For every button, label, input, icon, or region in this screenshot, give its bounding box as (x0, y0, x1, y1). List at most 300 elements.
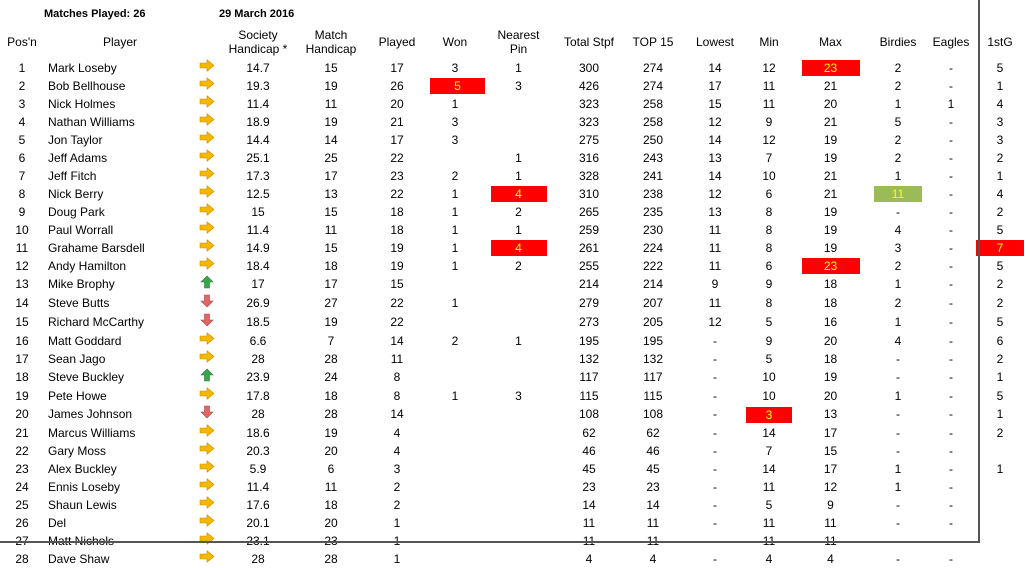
cell-nearest-pin: 1 (515, 60, 522, 75)
cell-player: Doug Park (48, 204, 105, 219)
cell-max: 17 (823, 425, 838, 440)
cell-pos: 19 (15, 388, 29, 403)
cell-top15: 230 (642, 222, 664, 237)
cell-eagles: - (949, 277, 953, 291)
frame-border-bottom (0, 541, 980, 543)
cell-min: 8 (765, 296, 773, 310)
cell-nearest-pin: 4 (480, 185, 557, 203)
cell-min: 6 (765, 186, 773, 201)
cell-played: 22 (390, 186, 404, 201)
cell-top15: 117 (643, 370, 663, 384)
cell-top15: 195 (642, 333, 664, 348)
cell-pos: 10 (15, 222, 29, 237)
cell-min: 14 (762, 425, 776, 440)
cell-eagles: - (949, 78, 953, 93)
cell-match-handicap: 18 (324, 497, 338, 512)
cell-total-stpf: 265 (578, 204, 600, 219)
cell-society-handicap: 26.9 (246, 296, 270, 310)
cell-player: Ennis Loseby (48, 479, 121, 494)
cell-min: 4 (765, 551, 773, 566)
cell-first-g: 4 (996, 96, 1004, 111)
cell-won (430, 496, 480, 514)
cell-min: 8 (765, 240, 773, 255)
cell-player: Jeff Adams (48, 150, 108, 165)
cell-won (430, 350, 480, 368)
cell-nearest-pin (480, 550, 557, 568)
col-nearest-pin: Nearest Pin (497, 27, 540, 56)
cell-played: 1 (393, 515, 401, 530)
cell-society-handicap: 11.4 (246, 96, 270, 111)
cell-society-handicap: 12.5 (246, 186, 270, 201)
cell-max: 12 (823, 479, 838, 494)
cell-society-handicap: 28 (251, 407, 265, 421)
cell-first-g (974, 514, 1026, 532)
cell-total-stpf: 426 (578, 78, 600, 93)
cell-first-g: 2 (996, 351, 1004, 366)
cell-played: 2 (393, 479, 401, 494)
cell-won (430, 313, 480, 332)
cell-pos: 15 (15, 315, 29, 329)
cell-society-handicap: 5.9 (249, 461, 267, 476)
arrow-right-icon (196, 424, 218, 442)
cell-match-handicap: 14 (324, 132, 338, 147)
cell-first-g: 7 (974, 239, 1026, 257)
cell-pos: 12 (15, 258, 29, 273)
cell-played: 17 (390, 132, 404, 147)
cell-played: 22 (390, 150, 404, 165)
cell-lowest: 13 (708, 204, 722, 219)
cell-birdies: - (896, 370, 900, 384)
cell-played: 1 (393, 551, 401, 566)
cell-min: 10 (762, 168, 776, 183)
cell-first-g: 3 (996, 132, 1004, 147)
cell-match-handicap: 19 (324, 78, 338, 93)
cell-played: 15 (390, 277, 404, 291)
cell-pos: 9 (18, 204, 26, 219)
cell-top15: 45 (646, 461, 660, 476)
table-row (0, 405, 1026, 424)
cell-won: 1 (451, 388, 459, 403)
cell-won: 1 (451, 258, 459, 273)
cell-total-stpf: 23 (582, 479, 596, 494)
cell-min: 3 (745, 405, 793, 424)
cell-lowest: 11 (708, 258, 722, 273)
cell-top15: 258 (642, 96, 664, 111)
cell-total-stpf: 214 (578, 277, 600, 291)
cell-top15: 274 (642, 78, 664, 93)
cell-eagles: - (949, 315, 953, 329)
table-row (0, 442, 1026, 460)
cell-total-stpf: 195 (578, 333, 600, 348)
cell-pos: 4 (18, 114, 26, 129)
cell-top15: 274 (642, 60, 664, 75)
arrow-down-icon (196, 294, 218, 313)
cell-lowest: - (713, 443, 717, 458)
cell-birdies: 5 (894, 114, 902, 129)
cell-pos: 1 (18, 60, 26, 75)
cell-nearest-pin (480, 496, 557, 514)
cell-max: 17 (823, 461, 838, 476)
cell-match-handicap: 19 (324, 425, 338, 440)
cell-society-handicap: 19.3 (246, 78, 270, 93)
cell-lowest: - (713, 351, 717, 366)
cell-lowest: 14 (708, 132, 722, 147)
cell-eagles: - (949, 407, 953, 421)
cell-min: 8 (765, 222, 773, 237)
cell-birdies: 4 (894, 333, 902, 348)
cell-lowest: - (713, 388, 717, 403)
cell-nearest-pin (480, 478, 557, 496)
col-top15: TOP 15 (632, 34, 674, 49)
cell-min: 11 (762, 479, 776, 494)
cell-first-g: 5 (996, 60, 1004, 75)
cell-eagles: - (949, 333, 953, 348)
cell-nearest-pin: 1 (515, 222, 522, 237)
cell-total-stpf: 300 (578, 60, 600, 75)
cell-match-handicap: 15 (324, 240, 338, 255)
cell-match-handicap: 28 (324, 407, 338, 421)
table-row (0, 239, 1026, 257)
col-match-handicap: Match Handicap (305, 27, 357, 56)
cell-played: 3 (393, 461, 401, 476)
sheet-header (0, 8, 980, 24)
cell-min: 5 (765, 315, 773, 329)
cell-max: 4 (827, 551, 834, 566)
cell-won: 2 (451, 333, 459, 348)
cell-lowest: 11 (708, 296, 722, 310)
cell-pos: 2 (18, 78, 26, 93)
arrow-right-icon (196, 350, 218, 368)
arrow-right-icon (196, 514, 218, 532)
cell-birdies: - (896, 551, 900, 566)
cell-total-stpf: 46 (582, 443, 596, 458)
cell-first-g: 2 (996, 425, 1004, 440)
cell-eagles: - (949, 168, 953, 183)
cell-played: 17 (390, 60, 404, 75)
cell-pos: 8 (18, 186, 26, 201)
cell-won (430, 275, 480, 294)
cell-birdies: 2 (894, 132, 902, 147)
cell-first-g: 2 (996, 150, 1004, 165)
cell-played: 19 (390, 240, 404, 255)
frame-border-right (978, 0, 980, 543)
cell-eagles: - (949, 132, 953, 147)
cell-match-handicap: 20 (324, 515, 338, 530)
cell-society-handicap: 28 (251, 551, 265, 566)
cell-pos: 22 (15, 443, 29, 458)
cell-player: Jeff Fitch (48, 168, 97, 183)
cell-society-handicap: 14.9 (246, 240, 270, 255)
cell-total-stpf: 108 (578, 407, 600, 421)
cell-nearest-pin (480, 514, 557, 532)
cell-birdies: 1 (894, 96, 902, 111)
cell-top15: 205 (642, 315, 664, 329)
cell-first-g (974, 478, 1026, 496)
cell-max: 19 (823, 222, 838, 237)
cell-won: 1 (451, 222, 459, 237)
cell-max: 18 (823, 351, 838, 366)
cell-player: Dave Shaw (48, 551, 110, 566)
table-row (0, 294, 1026, 313)
cell-played: 8 (393, 370, 401, 384)
cell-player: Shaun Lewis (48, 497, 117, 512)
cell-nearest-pin: 1 (515, 150, 522, 165)
cell-first-g (974, 442, 1026, 460)
cell-min: 7 (765, 443, 773, 458)
cell-played: 23 (390, 168, 404, 183)
cell-min: 12 (762, 60, 776, 75)
cell-pos: 17 (15, 351, 29, 366)
cell-society-handicap: 6.6 (249, 333, 267, 348)
cell-total-stpf: 132 (578, 351, 600, 366)
cell-match-handicap: 24 (324, 370, 338, 384)
cell-society-handicap: 18.6 (246, 425, 270, 440)
arrow-right-icon (196, 95, 218, 113)
cell-eagles: - (949, 497, 953, 512)
cell-society-handicap: 18.5 (246, 315, 270, 329)
cell-max: 20 (823, 96, 838, 111)
cell-nearest-pin (480, 350, 557, 368)
arrow-right-icon (196, 77, 218, 95)
cell-lowest: - (713, 461, 717, 476)
cell-total-stpf: 279 (578, 296, 600, 310)
cell-lowest: - (713, 497, 717, 512)
cell-top15: 4 (649, 551, 657, 566)
col-first-g: 1stG (987, 34, 1013, 49)
table-row (0, 496, 1026, 514)
cell-max: 18 (823, 277, 838, 291)
arrow-right-icon (196, 185, 218, 203)
table-row (0, 221, 1026, 239)
col-lowest: Lowest (695, 34, 735, 49)
cell-played: 14 (390, 407, 404, 421)
cell-total-stpf: 275 (578, 132, 600, 147)
cell-nearest-pin (480, 368, 557, 387)
col-total-stpf: Total Stpf (563, 34, 615, 49)
cell-won: 3 (451, 132, 459, 147)
cell-eagles: 1 (947, 96, 955, 111)
cell-first-g: 5 (996, 258, 1004, 273)
cell-min: 7 (765, 150, 773, 165)
table-row (0, 275, 1026, 294)
cell-won: 1 (451, 240, 459, 255)
cell-played: 18 (390, 204, 404, 219)
cell-min: 6 (765, 258, 773, 273)
cell-match-handicap: 13 (324, 186, 338, 201)
cell-won: 1 (451, 296, 459, 310)
cell-match-handicap: 17 (324, 168, 338, 183)
cell-won (430, 442, 480, 460)
cell-society-handicap: 18.4 (246, 258, 270, 273)
cell-total-stpf: 255 (578, 258, 600, 273)
table-row (0, 350, 1026, 368)
cell-nearest-pin: 4 (480, 239, 557, 257)
arrow-right-icon (196, 257, 218, 275)
cell-top15: 243 (642, 150, 664, 165)
cell-birdies: - (896, 515, 900, 530)
cell-player: Mark Loseby (48, 60, 117, 75)
cell-top15: 235 (642, 204, 664, 219)
col-eagles: Eagles (932, 34, 970, 49)
col-min: Min (759, 34, 779, 49)
cell-birdies: - (896, 204, 900, 219)
cell-won: 1 (451, 204, 459, 219)
cell-total-stpf: 14 (582, 497, 596, 512)
header-row (0, 24, 1026, 59)
cell-total-stpf: 261 (578, 240, 600, 255)
cell-min: 9 (765, 114, 773, 129)
cell-eagles: - (949, 351, 953, 366)
cell-nearest-pin (480, 131, 557, 149)
cell-nearest-pin: 3 (515, 78, 522, 93)
table-row (0, 460, 1026, 478)
col-birdies: Birdies (879, 34, 917, 49)
cell-lowest: - (713, 515, 717, 530)
cell-won (430, 550, 480, 568)
cell-nearest-pin (480, 294, 557, 313)
arrow-right-icon (196, 496, 218, 514)
arrow-down-icon (196, 313, 218, 332)
table-row (0, 550, 1026, 568)
cell-played: 26 (390, 78, 404, 93)
cell-player: Gary Moss (48, 443, 107, 458)
cell-total-stpf: 11 (582, 515, 596, 530)
cell-played: 4 (393, 425, 401, 440)
cell-eagles: - (949, 370, 953, 384)
leaderboard-table (0, 24, 1026, 568)
cell-played: 18 (390, 222, 404, 237)
cell-match-handicap: 19 (324, 114, 338, 129)
cell-birdies: 1 (894, 479, 902, 494)
cell-top15: 258 (642, 114, 664, 129)
cell-player: Nick Holmes (48, 96, 116, 111)
cell-total-stpf: 115 (579, 388, 599, 403)
cell-won (430, 514, 480, 532)
cell-played: 20 (390, 96, 404, 111)
cell-society-handicap: 20.1 (246, 515, 270, 530)
col-player: Player (102, 34, 137, 49)
cell-nearest-pin (480, 313, 557, 332)
cell-first-g: 1 (996, 461, 1004, 476)
cell-played: 4 (393, 443, 401, 458)
cell-society-handicap: 11.4 (246, 222, 270, 237)
cell-min: 9 (765, 333, 773, 348)
date-label: 29 March 2016 (219, 8, 295, 20)
cell-nearest-pin (480, 95, 557, 113)
cell-pos: 7 (18, 168, 26, 183)
cell-match-handicap: 25 (324, 150, 338, 165)
cell-min: 8 (765, 204, 773, 219)
table-row (0, 167, 1026, 185)
col-trend (196, 24, 218, 59)
cell-won (430, 368, 480, 387)
cell-birdies: 1 (894, 277, 902, 291)
cell-first-g: 4 (996, 186, 1004, 201)
cell-max: 20 (823, 333, 838, 348)
cell-society-handicap: 28 (251, 351, 265, 366)
cell-top15: 62 (646, 425, 660, 440)
cell-player: Steve Buckley (48, 370, 125, 384)
cell-top15: 214 (642, 277, 664, 291)
cell-match-handicap: 15 (324, 60, 338, 75)
cell-nearest-pin (480, 113, 557, 131)
arrow-right-icon (196, 332, 218, 350)
cell-eagles: - (949, 240, 953, 255)
cell-match-handicap: 20 (324, 443, 338, 458)
cell-eagles: - (949, 515, 953, 530)
cell-top15: 115 (643, 388, 663, 403)
cell-nearest-pin: 1 (515, 333, 522, 348)
cell-min: 11 (762, 96, 776, 111)
cell-birdies: 2 (894, 258, 902, 273)
cell-max: 18 (823, 296, 838, 310)
arrow-right-icon (196, 387, 218, 405)
cell-max: 23 (793, 257, 868, 275)
cell-society-handicap: 18.9 (246, 114, 270, 129)
cell-lowest: - (713, 333, 717, 348)
cell-max: 19 (823, 150, 838, 165)
table-row (0, 185, 1026, 203)
cell-first-g: 2 (996, 296, 1004, 310)
cell-player: Alex Buckley (48, 461, 117, 476)
cell-total-stpf: 273 (578, 315, 600, 329)
cell-top15: 241 (642, 168, 664, 183)
table-row (0, 149, 1026, 167)
cell-birdies: - (896, 425, 900, 440)
cell-eagles: - (949, 479, 953, 494)
cell-society-handicap: 17.8 (246, 388, 270, 403)
arrow-right-icon (196, 149, 218, 167)
cell-top15: 11 (646, 515, 660, 530)
cell-min: 12 (762, 132, 776, 147)
cell-max: 19 (823, 132, 838, 147)
cell-pos: 25 (15, 497, 29, 512)
cell-min: 5 (765, 497, 773, 512)
matches-played-label: Matches Played: 26 (44, 8, 146, 20)
cell-max: 20 (823, 388, 838, 403)
cell-player: Sean Jago (48, 351, 106, 366)
cell-pos: 3 (18, 96, 26, 111)
cell-eagles: - (949, 296, 953, 310)
cell-birdies: 2 (894, 150, 902, 165)
cell-max: 19 (823, 370, 838, 384)
table-row (0, 514, 1026, 532)
cell-total-stpf: 323 (578, 114, 600, 129)
cell-max: 23 (793, 59, 868, 77)
cell-eagles: - (949, 461, 953, 476)
cell-won (430, 460, 480, 478)
cell-first-g (974, 496, 1026, 514)
cell-first-g (974, 550, 1026, 568)
cell-society-handicap: 15 (251, 204, 265, 219)
col-max: Max (819, 34, 842, 49)
cell-player: Mike Brophy (48, 277, 115, 291)
cell-lowest: 17 (708, 78, 722, 93)
cell-first-g: 1 (996, 78, 1004, 93)
cell-birdies: 3 (894, 240, 902, 255)
cell-top15: 222 (642, 258, 664, 273)
cell-match-handicap: 11 (324, 96, 338, 111)
cell-birdies: - (896, 443, 900, 458)
cell-player: Richard McCarthy (48, 315, 145, 329)
cell-nearest-pin: 2 (515, 258, 522, 273)
col-pos: Pos'n (7, 34, 37, 49)
arrow-up-icon (196, 275, 218, 294)
cell-played: 8 (393, 388, 401, 403)
cell-pos: 5 (18, 132, 26, 147)
cell-lowest: 11 (708, 240, 722, 255)
cell-society-handicap: 23.9 (246, 370, 270, 384)
